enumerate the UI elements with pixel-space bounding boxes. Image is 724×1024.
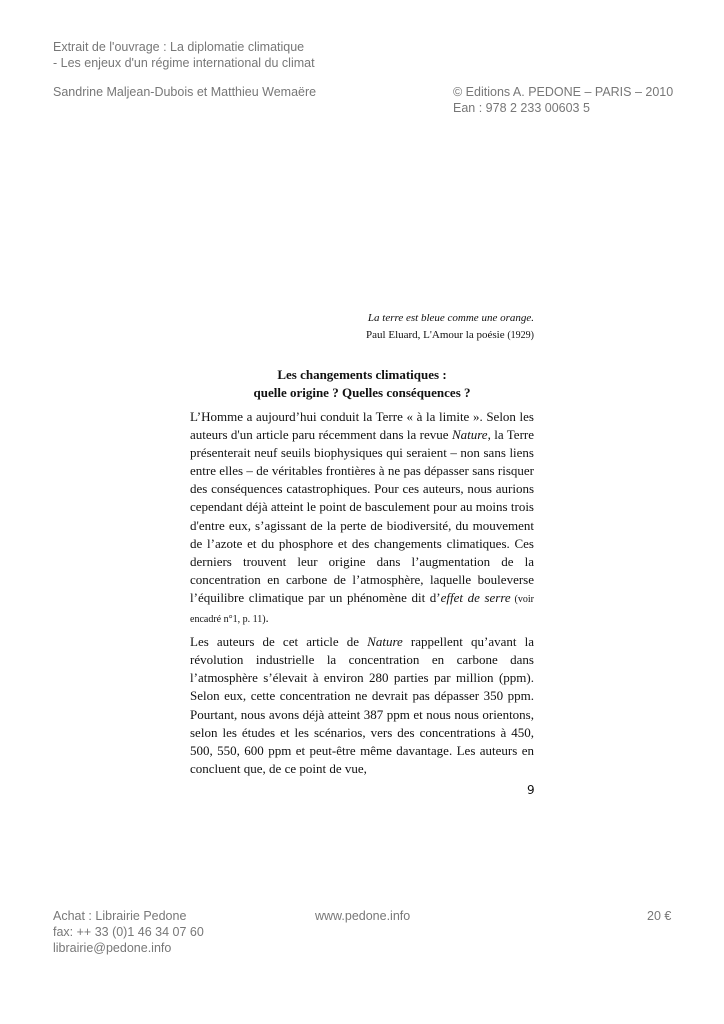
footer-purchase: Achat : Librairie Pedone xyxy=(53,909,187,923)
section-title xyxy=(190,366,534,402)
p2-italic-nature: Nature xyxy=(367,634,403,650)
paragraph-1 xyxy=(190,408,534,629)
book-title-line-2: - Les enjeux d'un régime international du climat xyxy=(53,56,315,70)
p1-italic-effet-de-serre: effet de serre xyxy=(440,589,511,605)
section-title-line-2: quelle origine ? Quelles conséquences ? xyxy=(253,385,471,400)
publisher-text: © Editions A. PEDONE – PARIS – 2010 xyxy=(453,85,674,99)
page-number: 9 xyxy=(527,783,535,797)
footer-price xyxy=(647,908,671,924)
body-text xyxy=(190,408,534,782)
p1-end: . xyxy=(265,610,269,626)
header-book-title xyxy=(53,39,315,71)
footer-email: librairie@pedone.info xyxy=(53,941,172,955)
footer-price-text: 20 € xyxy=(647,909,672,923)
section-title-line-1: Les changements climatiques : xyxy=(277,367,447,382)
header-publisher xyxy=(453,84,673,116)
book-title-line-1: Extrait de l'ouvrage : La diplomatie climatique xyxy=(53,40,305,54)
p2-text-2: rappellent qu’avant la révolution industrielle la concentration en carbone dans l’atmosphère s’élevait à environ 280 parties par million (ppm). Selon eux, cette concentration ne devrait pas dépasser 350 ppm. Pourtant, nous avons déjà atteint 387 ppm et nous nous orientons, selon les études et les scénarios, vers des concentrations à 450, 500, 550, 600 ppm et peut-être même davantage. Les auteurs en concluent que, de ce point de vue, xyxy=(190,634,534,776)
header-authors xyxy=(53,84,316,100)
epigraph-year: (1929) xyxy=(507,330,534,341)
p1-text-2: , la Terre présenterait neuf seuils biophysiques qui seraient – non sans liens entre elles – de véritables frontières à ne pas dépasser sans risquer des conséquences catastrophiques. Pour ces auteurs, nous aurions cependant déjà atteint le point de basculement pour au moins trois d'entre eux, s’agissant de la perte de biodiversité, du mouvement de l’azote et du phosphore et des changements climatiques. Ces derniers trouvent leur origine dans l’augmentation de la concentration en carbone de l’atmosphère, laquelle bouleverse l’équilibre climatique par un phénomène dit d’ xyxy=(190,427,534,605)
footer-contact xyxy=(53,908,204,956)
ean-text: Ean : 978 2 233 00603 5 xyxy=(453,101,590,115)
p1-text-1: L’Homme a aujourd’hui conduit la Terre « à la limite ». Selon les auteurs d'un article paru récemment dans la revue xyxy=(190,409,534,443)
authors-text: Sandrine Maljean-Dubois et Matthieu Wemaëre xyxy=(53,85,317,99)
paragraph-2 xyxy=(190,633,534,778)
footer-website xyxy=(315,908,410,924)
epigraph-quote: La terre est bleue comme une orange. xyxy=(367,312,534,324)
epigraph-attribution xyxy=(366,327,534,344)
footer-fax: fax: ++ 33 (0)1 46 34 07 60 xyxy=(53,925,204,939)
p1-italic-nature: Nature xyxy=(451,427,488,443)
epigraph-author: Paul Eluard, L'Amour la poésie xyxy=(366,329,505,341)
p1-cross-reference: (voir encadré n°1, p. 11) xyxy=(190,593,534,626)
p2-text-1: Les auteurs de cet article de xyxy=(190,634,368,650)
epigraph xyxy=(366,310,534,344)
footer-website-text: www.pedone.info xyxy=(315,909,411,923)
